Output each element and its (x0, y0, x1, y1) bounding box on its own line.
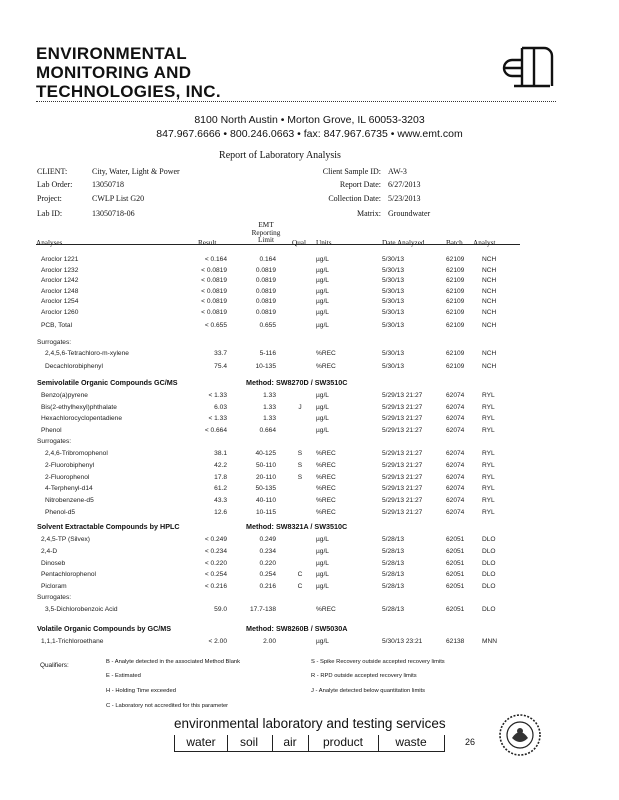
cell-result: < 0.655 (204, 322, 227, 329)
cell-date: 5/30/13 (382, 256, 404, 263)
company-contact: 847.967.6666 • 800.246.0663 • fax: 847.967.6735 • www.emt.com (156, 128, 463, 140)
footer-waste: waste (378, 735, 445, 752)
col-reporting-limit-line2: Reporting (251, 228, 281, 237)
cell-batch: 62074 (446, 485, 465, 493)
cell-analyte: Pentachlorophenol (41, 571, 96, 579)
cell-units: µg/L (316, 322, 329, 329)
page-number: 26 (465, 737, 476, 747)
cell-result: 17.8 (214, 473, 227, 481)
cell-limit: 50-135 (255, 485, 276, 493)
cell-date: 5/28/13 (382, 571, 404, 579)
col-date-analyzed: Date Analyzed (382, 239, 425, 247)
svoc-surrogates-label: Surrogates: (37, 438, 72, 445)
qualifier-c: C - Laboratory not accredited for this parameter (106, 703, 229, 709)
cell-result: < 0.0819 (201, 308, 227, 316)
cell-units: %REC (316, 350, 336, 357)
cell-analyte: 2-Fluorophenol (45, 473, 90, 481)
cell-date: 5/30/13 (382, 350, 404, 357)
cell-limit: 1.33 (263, 403, 276, 411)
footer-tagline: environmental laboratory and testing services (174, 716, 446, 731)
cell-result: < 0.0819 (201, 287, 227, 295)
cell-analyst: NCH (482, 298, 497, 305)
cell-result: 12.6 (214, 509, 227, 516)
cell-units: µg/L (316, 308, 329, 316)
cell-date: 5/29/13 21:27 (382, 461, 423, 469)
cell-limit: 0.216 (259, 583, 276, 591)
cell-units: µg/L (316, 287, 329, 295)
cell-batch: 62074 (446, 392, 465, 399)
cell-units: µg/L (316, 426, 329, 434)
qualifier-b: B - Analyte detected in the associated Method Blank (106, 659, 241, 665)
col-batch: Batch (446, 239, 463, 247)
cell-analyst: RYL (482, 392, 495, 399)
cell-units: µg/L (316, 547, 329, 555)
cell-limit: 0.254 (259, 571, 276, 579)
cell-analyst: RYL (482, 461, 495, 469)
cell-units: µg/L (316, 277, 329, 284)
cell-result: < 0.0819 (201, 266, 227, 274)
cell-units: µg/L (316, 638, 329, 645)
cell-qual: J (298, 403, 302, 411)
qualifier-h: H - Holding Time exceeded (106, 688, 176, 694)
cell-result: 61.2 (214, 485, 227, 493)
cell-batch: 62074 (446, 509, 465, 516)
cell-batch: 62074 (446, 426, 465, 434)
cell-analyst: DLO (482, 547, 496, 555)
cell-qual: C (297, 583, 303, 591)
col-units: Units (316, 239, 332, 247)
cell-analyte: Phenol-d5 (45, 509, 76, 516)
cell-limit: 1.33 (263, 392, 276, 399)
cell-analyst: DLO (482, 559, 496, 567)
cell-limit: 40-125 (255, 450, 276, 457)
cell-result: < 0.664 (204, 426, 227, 434)
cell-result: 6.03 (214, 403, 227, 411)
cell-analyst: NCH (482, 350, 497, 357)
cell-analyte: Phenol (41, 426, 62, 434)
collection-date-value: 5/23/2013 (388, 194, 421, 203)
cell-units: %REC (316, 473, 336, 481)
cell-analyte: Aroclor 1232 (41, 266, 79, 274)
cell-limit: 0.249 (259, 536, 276, 543)
cell-limit: 2.00 (263, 638, 276, 645)
voc-method: Method: SW8260B / SW5030A (246, 624, 348, 633)
cell-analyte: Bis(2-ethylhexyl)phthalate (41, 403, 117, 411)
cell-result: < 0.216 (204, 583, 227, 591)
cell-analyte: Dinoseb (41, 559, 66, 567)
cell-limit: 1.33 (263, 415, 276, 422)
cell-result: < 0.220 (204, 559, 227, 567)
letterhead-divider (36, 101, 556, 102)
cell-analyte: 3,5-Dichlorobenzoic Acid (45, 606, 118, 613)
cell-units: µg/L (316, 583, 329, 591)
cell-limit: 0.0819 (255, 266, 276, 274)
cell-result: 75.4 (214, 362, 227, 370)
cell-analyte: 4-Terphenyl-d14 (45, 485, 93, 493)
cell-limit: 0.664 (259, 426, 276, 434)
cell-result: < 0.164 (204, 256, 227, 263)
cell-limit: 0.0819 (255, 308, 276, 316)
cell-date: 5/29/13 21:27 (382, 403, 423, 411)
cell-analyst: NCH (482, 287, 497, 295)
cell-analyte: 2,4,6-Tribromophenol (45, 450, 108, 457)
cell-analyte: Aroclor 1242 (41, 277, 79, 284)
cell-units: %REC (316, 509, 336, 516)
col-result: Result (198, 239, 217, 247)
cell-batch: 62051 (446, 583, 465, 591)
cell-analyte: Hexachlorocyclopentadiene (41, 415, 123, 422)
cell-date: 5/29/13 21:27 (382, 497, 423, 505)
cell-result: 43.3 (214, 497, 227, 505)
cell-result: 59.0 (214, 606, 227, 613)
cell-limit: 0.0819 (255, 287, 276, 295)
cell-units: µg/L (316, 266, 329, 274)
hplc-surrogates-label: Surrogates: (37, 594, 72, 601)
cell-date: 5/29/13 21:27 (382, 509, 423, 516)
cell-batch: 62051 (446, 559, 465, 567)
footer-product: product (308, 735, 379, 752)
cell-date: 5/29/13 21:27 (382, 450, 423, 457)
cell-analyte: 2,4-D (41, 547, 58, 555)
cell-units: µg/L (316, 536, 329, 543)
sample-id-label: Client Sample ID: (322, 167, 381, 176)
cell-batch: 62051 (446, 547, 465, 555)
footer-water: water (174, 735, 228, 752)
sample-id-value: AW-3 (388, 167, 407, 176)
collection-date-label: Collection Date: (328, 194, 381, 203)
lab-order-label: Lab Order: (37, 180, 73, 189)
cell-result: < 1.33 (208, 415, 227, 422)
cell-batch: 62109 (446, 256, 465, 263)
cell-analyst: RYL (482, 450, 495, 457)
cell-date: 5/30/13 (382, 287, 404, 295)
cell-analyte: PCB, Total (41, 322, 73, 329)
cell-analyte: 2,4,5-TP (Silvex) (41, 536, 90, 543)
cell-limit: 10-115 (255, 509, 276, 516)
cell-batch: 62109 (446, 287, 465, 295)
cell-date: 5/30/13 23:21 (382, 638, 423, 645)
cell-limit: 50-110 (255, 461, 276, 469)
cell-date: 5/30/13 (382, 266, 404, 274)
cell-result: < 0.0819 (201, 277, 227, 284)
cell-result: 42.2 (214, 461, 227, 469)
company-name-line1: ENVIRONMENTAL (36, 44, 187, 63)
cell-date: 5/28/13 (382, 536, 404, 543)
cell-limit: 0.220 (259, 559, 276, 567)
lab-order-value: 13050718 (92, 180, 124, 189)
cell-date: 5/29/13 21:27 (382, 415, 423, 422)
cell-date: 5/29/13 21:27 (382, 426, 423, 434)
cell-limit: 20-110 (255, 473, 276, 481)
cell-batch: 62138 (446, 638, 465, 645)
cell-result: < 0.254 (204, 571, 227, 579)
cell-units: µg/L (316, 571, 329, 579)
matrix-value: Groundwater (388, 209, 431, 218)
svoc-method: Method: SW8270D / SW3510C (246, 378, 348, 387)
cell-analyst: RYL (482, 485, 495, 493)
cell-analyst: RYL (482, 426, 495, 434)
cell-analyte: Aroclor 1254 (41, 298, 79, 305)
cell-result: < 2.00 (208, 638, 227, 645)
col-qual: Qual (292, 239, 306, 247)
cell-units: µg/L (316, 392, 329, 399)
col-analyst: Analyst (473, 239, 496, 247)
cell-analyst: DLO (482, 536, 496, 543)
cell-analyst: NCH (482, 277, 497, 284)
footer-air: air (272, 735, 309, 752)
cell-analyst: NCH (482, 362, 497, 370)
cell-date: 5/30/13 (382, 277, 404, 284)
cell-analyst: DLO (482, 571, 496, 579)
cell-batch: 62051 (446, 536, 465, 543)
hplc-method: Method: SW8321A / SW3510C (246, 522, 348, 531)
cell-qual: S (297, 450, 303, 457)
cell-analyte: Decachlorobiphenyl (45, 362, 103, 370)
col-reporting-limit (246, 222, 286, 245)
cell-date: 5/29/13 21:27 (382, 392, 423, 399)
cell-analyst: DLO (482, 583, 496, 591)
cell-batch: 62109 (446, 298, 465, 305)
cell-qual: C (297, 571, 303, 579)
cell-analyst: NCH (482, 308, 497, 316)
footer-soil: soil (226, 735, 273, 752)
cell-analyte: Nitrobenzene-d5 (45, 497, 94, 505)
company-address: 8100 North Austin • Morton Grove, IL 60053-3203 (194, 114, 425, 126)
cell-batch: 62109 (446, 266, 465, 274)
cell-units: %REC (316, 362, 336, 370)
company-name (36, 44, 221, 101)
client-value: City, Water, Light & Power (92, 167, 180, 176)
cell-analyte: Aroclor 1260 (41, 308, 79, 316)
cell-units: %REC (316, 450, 336, 457)
cell-analyst: NCH (482, 256, 497, 263)
cell-analyst: RYL (482, 473, 495, 481)
cell-batch: 62109 (446, 322, 465, 329)
cell-batch: 62074 (446, 473, 465, 481)
cell-analyte: Aroclor 1248 (41, 287, 79, 295)
cell-result: < 0.234 (204, 547, 227, 555)
cell-batch: 62074 (446, 403, 465, 411)
cell-batch: 62074 (446, 450, 465, 457)
cell-analyst: DLO (482, 606, 496, 613)
cell-analyte: 2-Fluorobiphenyl (45, 461, 95, 469)
cell-analyte: Benzo(a)pyrene (41, 392, 88, 399)
cell-batch: 62109 (446, 350, 465, 357)
cell-limit: 0.164 (259, 256, 276, 263)
lab-id-label: Lab ID: (37, 209, 63, 218)
matrix-label: Matrix: (357, 209, 381, 218)
cell-result: < 0.0819 (201, 298, 227, 305)
cell-analyst: NCH (482, 266, 497, 274)
cell-units: %REC (316, 606, 336, 613)
cell-limit: 0.234 (259, 547, 276, 555)
col-reporting-limit-line1: EMT (258, 221, 274, 229)
cell-date: 5/29/13 21:27 (382, 485, 423, 493)
cell-batch: 62109 (446, 277, 465, 284)
emt-logo-icon (500, 40, 556, 92)
cell-units: %REC (316, 497, 336, 505)
cell-batch: 62051 (446, 606, 465, 613)
cell-batch: 62074 (446, 415, 465, 422)
cell-units: %REC (316, 485, 336, 493)
cell-analyst: RYL (482, 403, 495, 411)
cell-limit: 0.655 (259, 322, 276, 329)
cell-limit: 0.0819 (255, 277, 276, 284)
svoc-section-title: Semivolatile Organic Compounds GC/MS (37, 378, 178, 387)
cell-limit: 5-116 (259, 350, 276, 357)
cell-analyte: Aroclor 1221 (41, 256, 79, 263)
cell-result: 38.1 (214, 450, 227, 457)
col-reporting-limit-line3: Limit (258, 236, 274, 244)
cell-analyst: RYL (482, 415, 495, 422)
cell-analyte: 2,4,5,6-Tetrachloro-m-xylene (45, 350, 129, 357)
cell-units: µg/L (316, 559, 329, 567)
cell-units: µg/L (316, 403, 329, 411)
hplc-section-title: Solvent Extractable Compounds by HPLC (37, 522, 180, 531)
cell-batch: 62074 (446, 497, 465, 505)
voc-section-title: Volatile Organic Compounds by GC/MS (37, 624, 172, 633)
cell-batch: 62051 (446, 571, 465, 579)
cell-limit: 40-110 (255, 497, 276, 505)
cell-result: < 1.33 (208, 392, 227, 399)
cell-analyst: RYL (482, 497, 495, 505)
cell-units: µg/L (316, 298, 329, 305)
report-title: Report of Laboratory Analysis (219, 150, 341, 161)
qualifier-e: E - Estimated (106, 673, 141, 679)
cell-result: 33.7 (214, 350, 227, 357)
cell-batch: 62109 (446, 308, 465, 316)
cell-analyte: Picloram (41, 583, 67, 591)
cell-limit: 0.0819 (255, 298, 276, 305)
cell-date: 5/28/13 (382, 606, 404, 613)
cell-qual: S (297, 461, 303, 469)
cell-date: 5/28/13 (382, 583, 404, 591)
cell-date: 5/29/13 21:27 (382, 473, 423, 481)
cell-analyst: RYL (482, 509, 495, 516)
cell-analyst: MNN (482, 638, 498, 645)
company-name-line3: TECHNOLOGIES, INC. (36, 82, 221, 101)
cell-units: µg/L (316, 415, 329, 422)
report-date-value: 6/27/2013 (388, 180, 421, 189)
qualifier-r: R - RPD outside accepted recovery limits (311, 673, 417, 679)
cell-batch: 62074 (446, 461, 465, 469)
report-date-label: Report Date: (339, 180, 381, 189)
column-header-rule (36, 244, 520, 245)
cell-limit: 10-135 (255, 362, 276, 370)
cell-result: < 0.249 (204, 536, 227, 543)
qualifier-s: S - Spike Recovery outside accepted recovery limits (311, 659, 445, 665)
cell-qual: S (297, 473, 303, 481)
cell-date: 5/30/13 (382, 322, 404, 329)
accreditation-seal-icon (497, 712, 543, 758)
cell-date: 5/28/13 (382, 547, 404, 555)
qualifiers-label: Qualifiers: (40, 662, 69, 669)
project-label: Project: (37, 194, 62, 203)
cell-units: %REC (316, 461, 336, 469)
cell-date: 5/30/13 (382, 298, 404, 305)
pcb-surrogates-label: Surrogates: (37, 339, 72, 346)
lab-id-value: 13050718-06 (92, 209, 135, 218)
cell-analyte: 1,1,1-Trichloroethane (41, 638, 104, 645)
cell-units: µg/L (316, 256, 329, 263)
cell-date: 5/30/13 (382, 362, 404, 370)
project-value: CWLP List G20 (92, 194, 145, 203)
client-label: CLIENT: (37, 167, 68, 176)
col-analyses: Analyses (36, 239, 63, 247)
company-name-line2: MONITORING AND (36, 63, 192, 82)
cell-limit: 17.7-138 (249, 606, 276, 613)
qualifier-j: J - Analyte detected below quantitation limits (311, 688, 426, 694)
cell-batch: 62109 (446, 362, 465, 370)
cell-date: 5/30/13 (382, 308, 404, 316)
cell-analyst: NCH (482, 322, 497, 329)
cell-date: 5/28/13 (382, 559, 404, 567)
